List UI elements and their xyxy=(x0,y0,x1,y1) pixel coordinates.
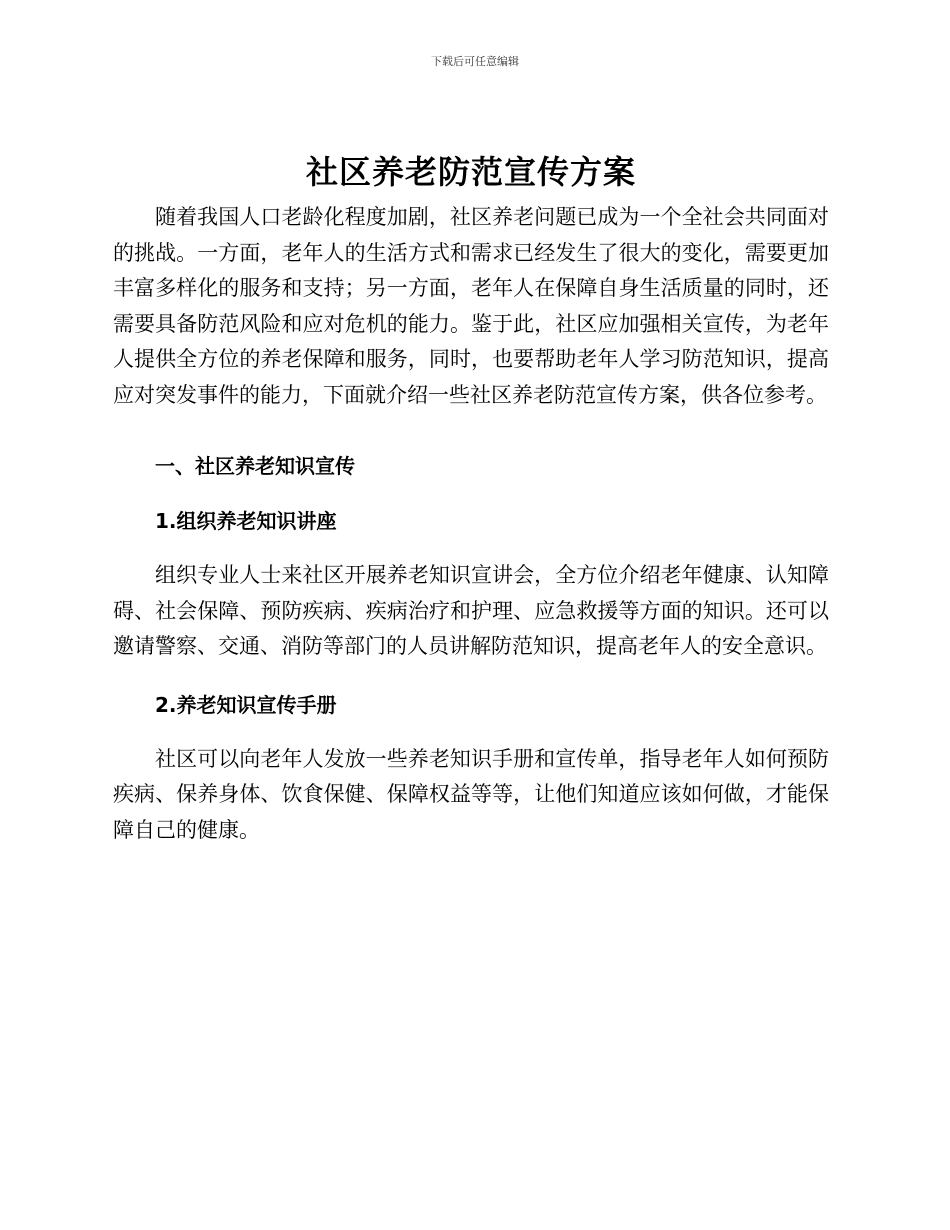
document-content xyxy=(113,150,829,848)
intro-paragraph: 随着我国人口老龄化程度加剧，社区养老问题已成为一个全社会共同面对的挑战。一方面，老年人的生活方式和需求已经发生了很大的变化，需要更加丰富多样化的服务和支持；另一方面，老年人在保障自身生活质量的同时，还需要具备防范风险和应对危机的能力。鉴于此，社区应加强相关宣传，为老年人提供全方位的养老保障和服务，同时，也要帮助老年人学习防范知识，提高应对突发事件的能力，下面就介绍一些社区养老防范宣传方案，供各位参考。 xyxy=(113,205,829,407)
subsection-heading-2: 2.养老知识宣传手册 xyxy=(155,692,337,717)
page-title: 社区养老防范宣传方案 xyxy=(305,153,636,191)
subsection-body-1: 组织专业人士来社区开展养老知识宣讲会，全方位介绍老年健康、认知障碍、社会保障、预防疾病、疾病治疗和护理、应急救援等方面的知识。还可以邀请警察、交通、消防等部门的人员讲解防范知识，提高老年人的安全意识。 xyxy=(113,563,829,658)
subsection-body-2: 社区可以向老年人发放一些养老知识手册和宣传单，指导老年人如何预防疾病、保养身体、饮食保健、保障权益等等，让他们知道应该如何做，才能保障自己的健康。 xyxy=(113,746,829,842)
section-heading: 一、社区养老知识宣传 xyxy=(155,454,355,478)
subsection-heading-1: 1.组织养老知识讲座 xyxy=(155,509,337,533)
header-note: 下载后可任意编辑 xyxy=(431,55,519,68)
